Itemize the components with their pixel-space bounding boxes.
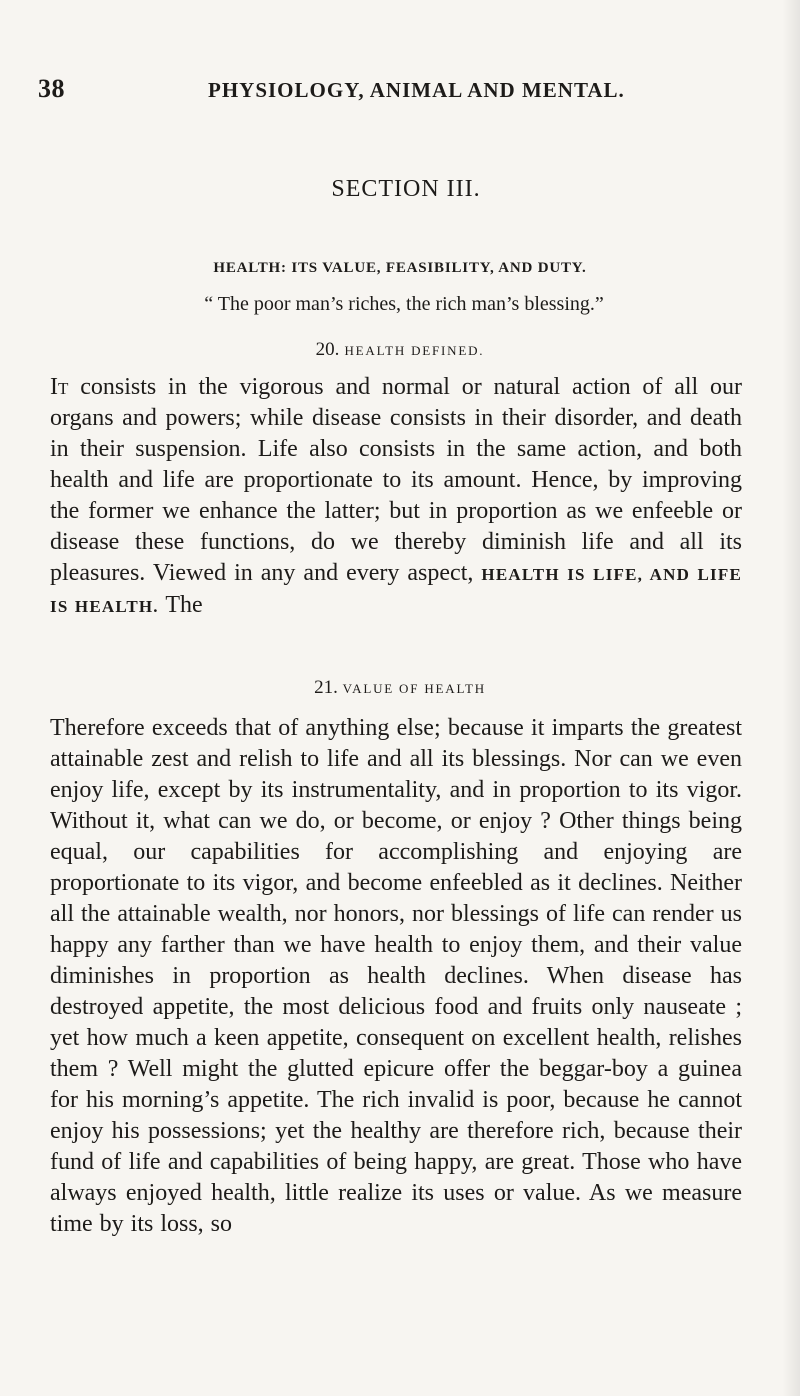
running-head-title: PHYSIOLOGY, ANIMAL AND MENTAL.	[208, 78, 625, 102]
paragraph-tail: The	[158, 592, 203, 618]
scan-shadow	[782, 0, 800, 1396]
section-subtitle	[0, 257, 800, 277]
paragraph-emphasis: HEALTH IS LIFE, AND LIFE IS HEALTH.	[50, 565, 742, 616]
epigraph: “ The poor man’s riches, the rich man’s blessing.”	[204, 293, 604, 315]
paragraph-first-word: It	[50, 374, 69, 400]
subsection-heading-text: VALUE OF HEALTH	[342, 681, 486, 696]
page-number: 38	[38, 74, 65, 103]
subtitle-lead: HEALTH	[213, 260, 281, 276]
running-head	[38, 74, 718, 114]
subsection-heading-text: HEALTH DEFINED.	[344, 343, 485, 358]
subsection-heading-20	[0, 339, 800, 361]
paragraph-value-of-health: Therefore exceeds that of anything else; because it imparts the greatest attainable zest and relish to life and all its blessings. Nor can we even enjoy life, except by its instrumentality, and in proportion to its vigor. Without it, what can we do, or become, or enjoy ? Other things being equal, our capabilities for accomplishing and enjoying are proportionate to its vigor, and become enfeebled as it declines. Neither all the attainable wealth, nor honors, nor blessings of life can render us happy any farther than we have health to enjoy them, and their value diminishes in proportion as health declines. When disease has destroyed appetite, the most delicious food and fruits only nauseate ; yet how much a keen appetite, consequent on excellent health, relishes them ? Well might the glutted epicure offer the beggar-boy a guinea for his morning’s appetite. The rich invalid is poor, because he cannot enjoy his possessions; yet the healthy are therefore rich, because their fund of life and capabilities of being happy, are great. Those who have always enjoyed health, little realize its uses or value. As we measure time by its loss, so	[50, 715, 742, 1237]
subtitle-rest: : ITS VALUE, FEASIBILITY, AND DUTY.	[281, 260, 587, 276]
subsection-heading-21	[0, 677, 800, 699]
subsection-number: 21.	[314, 677, 338, 698]
section-title: SECTION III.	[331, 176, 481, 202]
paragraph-text: consists in the vigorous and normal or natural action of all our organs and powers; while disease consists in their disorder, and death in their suspension. Life also consists in the same action, and both health and life are proportionate to its amount. Hence, by improving the former we enhance the latter; but in proportion as we enfeeble or disease these functions, do we thereby diminish life and all its pleasures. Viewed in any and every aspect,	[50, 374, 742, 586]
paragraph-health-defined	[50, 372, 742, 622]
subsection-number: 20.	[315, 339, 340, 360]
